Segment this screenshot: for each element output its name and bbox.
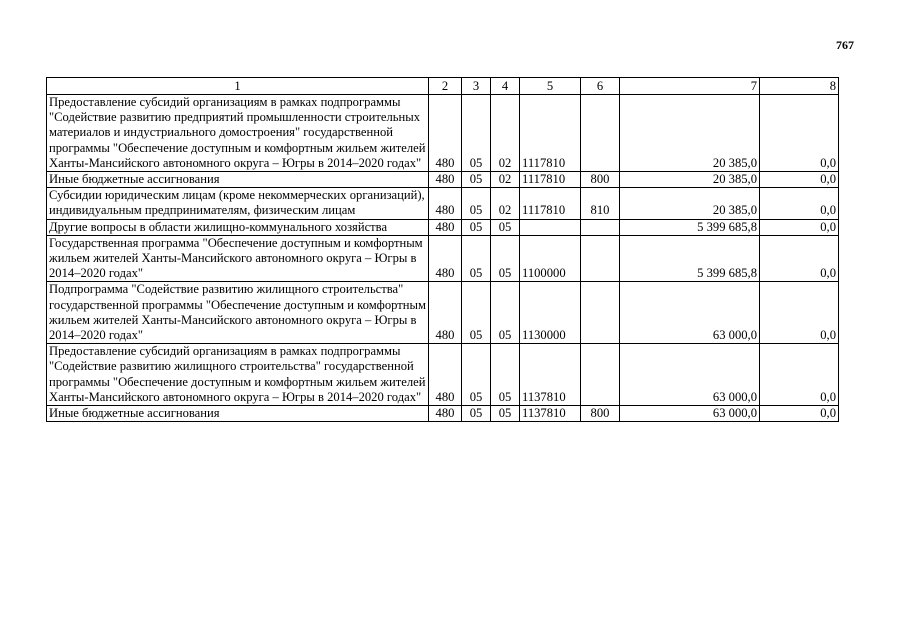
amount-2-cell: 0,0	[760, 344, 839, 406]
row-name-cell: Иные бюджетные ассигнования	[47, 172, 429, 188]
subsection-code-cell: 02	[491, 95, 520, 172]
amount-cell: 20 385,0	[620, 95, 760, 172]
table-row	[47, 219, 839, 235]
target-article-cell: 1117810	[520, 188, 581, 219]
subsection-code-cell: 05	[491, 219, 520, 235]
target-article-cell: 1137810	[520, 406, 581, 422]
subsection-code-cell: 05	[491, 235, 520, 282]
table-row	[47, 235, 839, 282]
ministry-code-cell: 480	[429, 188, 462, 219]
row-name-cell: Предоставление субсидий организациям в рамках подпрограммы "Содействие развитию жилищного строительства" государственной программы "Обеспечение доступным и комфортным жильем жителей Ханты-Мансийского автономного округа – Югры в 2014–2020 годах"	[47, 344, 429, 406]
budget-table	[46, 77, 839, 422]
section-code-cell: 05	[462, 406, 491, 422]
amount-2-cell: 0,0	[760, 172, 839, 188]
table-row	[47, 172, 839, 188]
amount-cell: 5 399 685,8	[620, 235, 760, 282]
amount-cell: 5 399 685,8	[620, 219, 760, 235]
amount-cell: 63 000,0	[620, 344, 760, 406]
target-article-cell: 1100000	[520, 235, 581, 282]
row-name-cell: Другие вопросы в области жилищно-коммунального хозяйства	[47, 219, 429, 235]
amount-2-cell: 0,0	[760, 235, 839, 282]
ministry-code-cell: 480	[429, 172, 462, 188]
amount-cell: 20 385,0	[620, 188, 760, 219]
column-header-8: 8	[760, 78, 839, 95]
section-code-cell: 05	[462, 282, 491, 344]
table-row	[47, 282, 839, 344]
ministry-code-cell: 480	[429, 406, 462, 422]
target-article-cell: 1130000	[520, 282, 581, 344]
column-header-3: 3	[462, 78, 491, 95]
amount-cell: 63 000,0	[620, 406, 760, 422]
column-header-5: 5	[520, 78, 581, 95]
expense-type-cell	[581, 344, 620, 406]
column-header-6: 6	[581, 78, 620, 95]
column-header-4: 4	[491, 78, 520, 95]
target-article-cell	[520, 219, 581, 235]
row-name-cell: Иные бюджетные ассигнования	[47, 406, 429, 422]
table-row	[47, 188, 839, 219]
ministry-code-cell: 480	[429, 344, 462, 406]
section-code-cell: 05	[462, 188, 491, 219]
target-article-cell: 1117810	[520, 95, 581, 172]
subsection-code-cell: 05	[491, 282, 520, 344]
section-code-cell: 05	[462, 95, 491, 172]
subsection-code-cell: 02	[491, 188, 520, 219]
section-code-cell: 05	[462, 219, 491, 235]
expense-type-cell	[581, 219, 620, 235]
target-article-cell: 1137810	[520, 344, 581, 406]
amount-2-cell: 0,0	[760, 282, 839, 344]
section-code-cell: 05	[462, 172, 491, 188]
row-name-cell: Субсидии юридическим лицам (кроме некоммерческих организаций), индивидуальным предпринимателям, физическим лицам	[47, 188, 429, 219]
column-header-7: 7	[620, 78, 760, 95]
expense-type-cell	[581, 95, 620, 172]
amount-cell: 63 000,0	[620, 282, 760, 344]
expense-type-cell: 810	[581, 188, 620, 219]
section-code-cell: 05	[462, 235, 491, 282]
section-code-cell: 05	[462, 344, 491, 406]
amount-cell: 20 385,0	[620, 172, 760, 188]
row-name-cell: Государственная программа "Обеспечение доступным и комфортным жильем жителей Ханты-Мансийского автономного округа – Югры в 2014–2020 годах"	[47, 235, 429, 282]
expense-type-cell: 800	[581, 172, 620, 188]
amount-2-cell: 0,0	[760, 188, 839, 219]
row-name-cell: Предоставление субсидий организациям в рамках подпрограммы "Содействие развитию предприятий промышленности строительных материалов и индустриального домостроения" государственной программы "Обеспечение доступным и комфортным жильем жителей Ханты-Мансийского автономного округа – Югры в 2014–2020 годах"	[47, 95, 429, 172]
subsection-code-cell: 05	[491, 406, 520, 422]
target-article-cell: 1117810	[520, 172, 581, 188]
amount-2-cell: 0,0	[760, 95, 839, 172]
subsection-code-cell: 05	[491, 344, 520, 406]
table-row	[47, 406, 839, 422]
expense-type-cell: 800	[581, 406, 620, 422]
table-row	[47, 344, 839, 406]
amount-2-cell: 0,0	[760, 406, 839, 422]
column-header-2: 2	[429, 78, 462, 95]
ministry-code-cell: 480	[429, 219, 462, 235]
ministry-code-cell: 480	[429, 282, 462, 344]
column-header-1: 1	[47, 78, 429, 95]
subsection-code-cell: 02	[491, 172, 520, 188]
row-name-cell: Подпрограмма "Содействие развитию жилищного строительства" государственной программы "Обеспечение доступным и комфортным жильем жителей Ханты-Мансийского автономного округа – Югры в 2014–2020 годах"	[47, 282, 429, 344]
table-row	[47, 95, 839, 172]
header-row	[47, 78, 839, 95]
amount-2-cell: 0,0	[760, 219, 839, 235]
expense-type-cell	[581, 235, 620, 282]
page-number: 767	[836, 38, 854, 52]
ministry-code-cell: 480	[429, 95, 462, 172]
expense-type-cell	[581, 282, 620, 344]
ministry-code-cell: 480	[429, 235, 462, 282]
